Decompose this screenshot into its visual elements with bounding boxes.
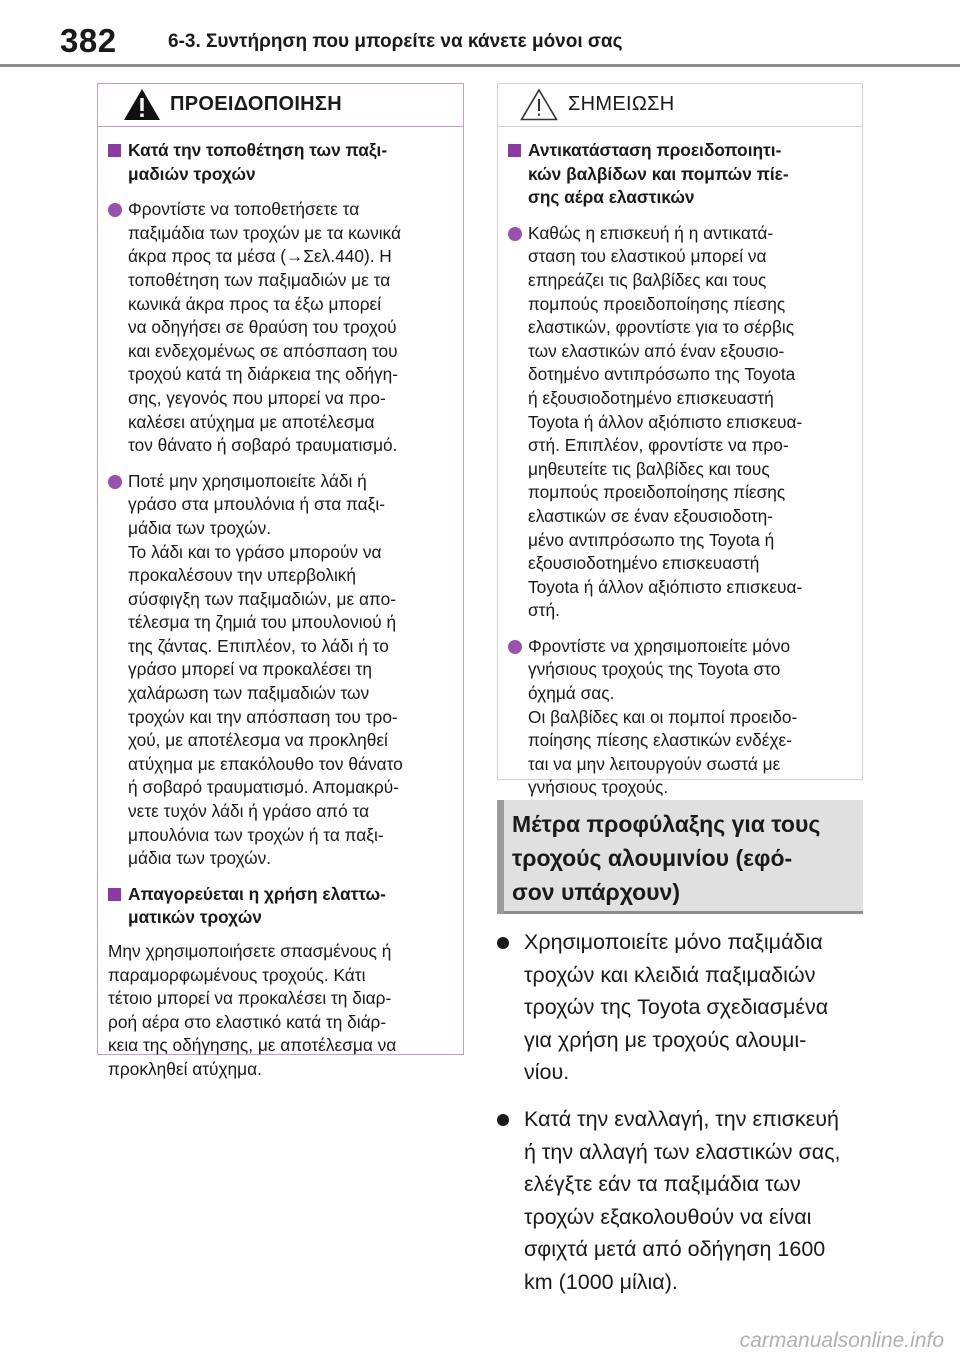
list-item: Χρησιμοποιείτε μόνο παξιμάδια τροχών και κλειδιά παξιμαδιών τροχών της Toyota σχεδιασμένα για χρήση με τροχούς αλουμι- νίου. bbox=[497, 926, 877, 1089]
warning-bullet: Φροντίστε να τοποθετήσετε τα παξιμάδια των τροχών με τα κωνικά άκρα προς τα μέσα (→Σελ.440). Η τοποθέτηση των παξιμαδιών με τα κωνικά άκρα προς τα έξω μπορεί να οδηγήσει σε θραύση του τροχού και ενδεχομένως σε απόσπαση του τροχού κατά τη διάρκεια της οδήγη- σης, γεγονός που μπορεί να προ- καλέσει ατύχημα με αποτέλεσμα τον θάνατο ή σοβαρό τραυματισμό. bbox=[108, 198, 455, 458]
dot-bullet-icon bbox=[508, 640, 522, 654]
square-bullet-icon bbox=[508, 144, 521, 157]
square-bullet-icon bbox=[108, 144, 121, 157]
page-number: 382 bbox=[60, 22, 117, 59]
heading-accent-bar bbox=[497, 800, 504, 914]
note-bullet: Φροντίστε να χρησιμοποιείτε μόνο γνήσιους τροχούς της Toyota στο όχημά σας. Οι βαλβίδες και οι πομποί προειδο- ποίησης πίεσης ελαστικών ενδέχε- ται να μην λειτουργούν σωστά με γνήσιους τροχούς. bbox=[508, 635, 854, 800]
warning-box-body bbox=[98, 127, 463, 1082]
section-heading bbox=[497, 800, 863, 914]
note-box-header bbox=[498, 84, 862, 127]
warning-box-header bbox=[98, 84, 463, 127]
warning-section-heading: Απαγορεύεται η χρήση ελαττω- ματικών τροχών bbox=[108, 883, 455, 930]
dot-bullet-icon bbox=[108, 203, 122, 217]
square-bullet-icon bbox=[108, 888, 121, 901]
section-heading-text: Μέτρα προφύλαξης για τους τροχούς αλουμινίου (εφό- σον υπάρχουν) bbox=[512, 811, 821, 905]
main-bullet-list bbox=[497, 926, 877, 1299]
note-triangle-icon bbox=[520, 88, 558, 121]
page-header bbox=[0, 0, 960, 66]
note-bullet: Καθώς η επισκευή ή η αντικατά- σταση του ελαστικού μπορεί να επηρεάζει τις βαλβίδες και τους πομπούς προειδοποίησης πίεσης ελαστικών, φροντίστε για το σέρβις των ελαστικών από έναν εξουσιο- δοτημένο αντιπρόσωπο της Toyota ή εξουσιοδοτημένο επισκευαστή Toyota ή άλλον αξιόπιστο επισκευα- στή. Επιπλέον, φροντίστε να προ- μηθευτείτε τις βαλβίδες και τους πομπούς προειδοποίησης πίεσης ελαστικών σε έναν εξουσιοδοτη- μένο αντιπρόσωπο της Toyota ή εξουσιοδοτημένο επισκευαστή Toyota ή άλλον αξιόπιστο επισκευα- στή. bbox=[508, 222, 854, 623]
note-title: ΣΗΜΕΙΩΣΗ bbox=[568, 93, 675, 115]
note-section-heading: Αντικατάσταση προειδοποιητι- κών βαλβίδων και πομπών πίε- σης αέρα ελαστικών bbox=[508, 139, 854, 210]
warning-triangle-icon bbox=[123, 88, 161, 121]
warning-section-heading: Κατά την τοποθέτηση των παξι- μαδιών τροχών bbox=[108, 139, 455, 186]
heading-underline bbox=[504, 911, 863, 914]
dot-bullet-icon bbox=[108, 475, 122, 489]
note-box bbox=[497, 83, 863, 798]
header-divider bbox=[0, 64, 960, 67]
dot-bullet-icon bbox=[508, 227, 522, 241]
warning-box bbox=[97, 83, 464, 1079]
watermark: carmanualsonline.info bbox=[739, 1329, 944, 1352]
section-title: 6-3. Συντήρηση που μπορείτε να κάνετε μόνοι σας bbox=[168, 31, 623, 52]
list-item: Κατά την εναλλαγή, την επισκευή ή την αλλαγή των ελαστικών σας, ελέγξτε εάν τα παξιμάδια των τροχών εξακολουθούν να είναι σφιχτά μετά από οδήγηση 1600 km (1000 μίλια). bbox=[497, 1103, 877, 1299]
note-box-body bbox=[498, 127, 862, 800]
warning-bullet: Ποτέ μην χρησιμοποιείτε λάδι ή γράσο στα μπουλόνια ή στα παξι- μάδια των τροχών. Το λάδι και το γράσο μπορούν να προκαλέσουν την υπερβολική σύσφιγξη των παξιμαδιών, με απο- τέλεσμα τη ζημιά του μπουλονιού ή της ζάντας. Επιπλέον, το λάδι ή το γράσο μπορεί να προκαλέσει τη χαλάρωση των παξιμαδιών των τροχών και την απόσπαση του τρο- χού, με αποτέλεσμα να προκληθεί ατύχημα με επακόλουθο τον θάνατο ή σοβαρό τραυματισμό. Απομακρύ- νετε τυχόν λάδι ή γράσο από τα μπουλόνια των τροχών ή τα παξι- μάδια των τροχών. bbox=[108, 470, 455, 871]
warning-paragraph: Μην χρησιμοποιήσετε σπασμένους ή παραμορφωμένους τροχούς. Κάτι τέτοιο μπορεί να προκαλέσει τη διαρ- ροή αέρα στο ελαστικό κατά τη διάρ- κεια της οδήγησης, με αποτέλεσμα να προκληθεί ατύχημα. bbox=[108, 941, 397, 1079]
warning-title: ΠΡΟΕΙΔΟΠΟΙΗΣΗ bbox=[170, 93, 342, 115]
bullet-dot-icon bbox=[497, 1114, 509, 1126]
bullet-dot-icon bbox=[497, 937, 509, 949]
